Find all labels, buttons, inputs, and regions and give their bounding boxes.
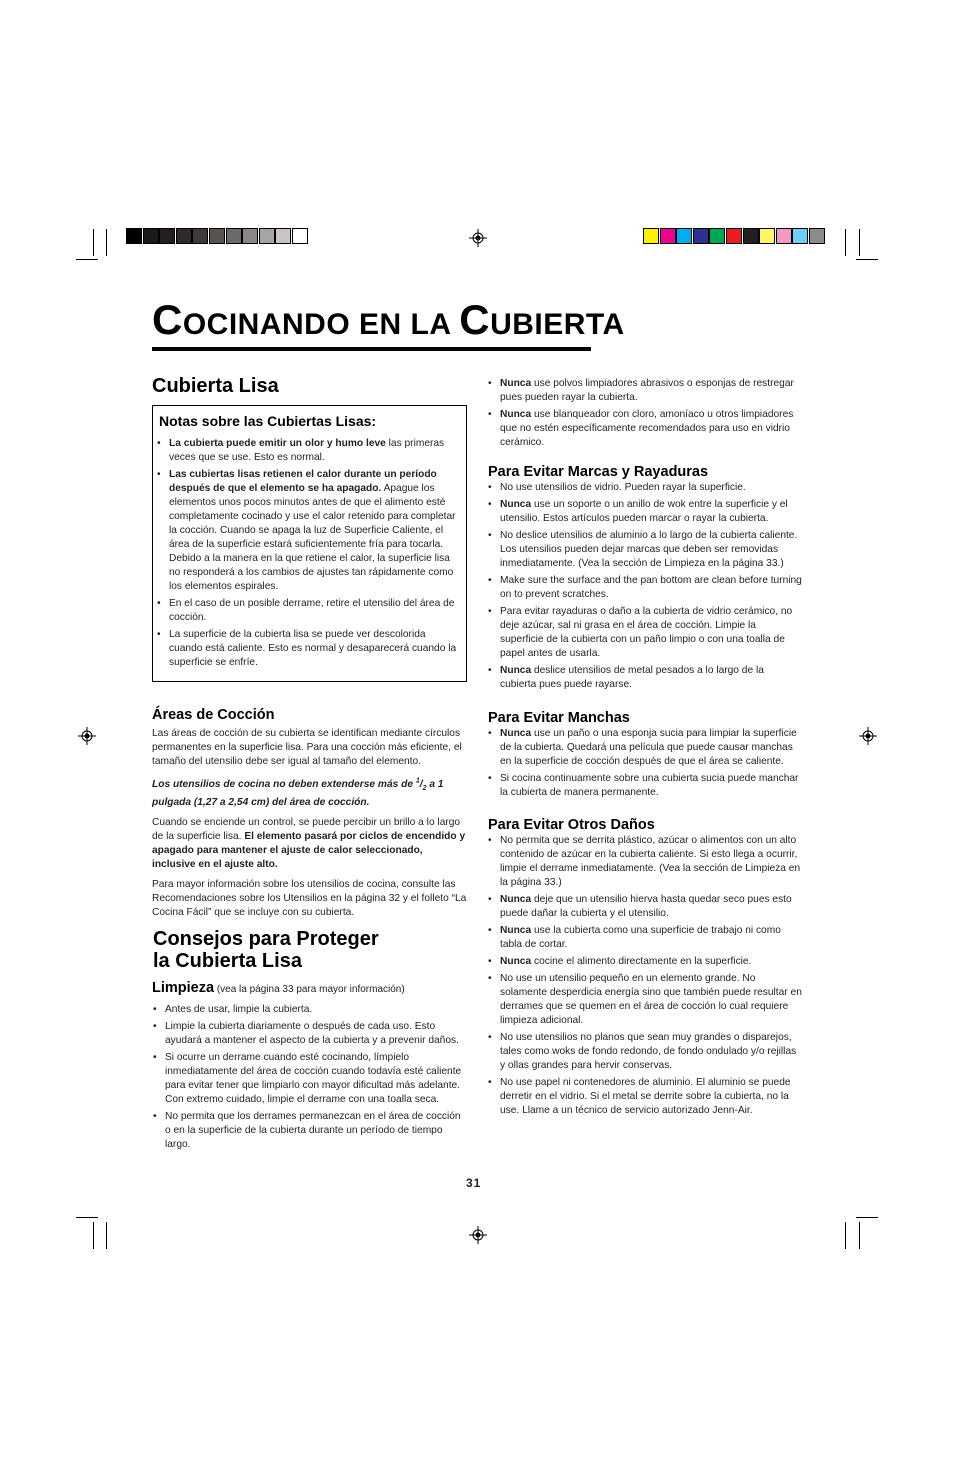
color-swatch (709, 228, 725, 244)
marcas-heading: Para Evitar Marcas y Rayaduras (488, 464, 709, 480)
areas-paragraph: Cuando se enciende un control, se puede percibir un brillo a lo largo de la superficie lisa. El elemento pasará por ciclos de encendido y apagado para mantener el ajuste de calor seleccionado, inclusive en el ajuste alto. (152, 817, 466, 871)
list-item: • No use un utensilio pequeño en un elemento grande. No solamente desperdicia energía sino que también puede resultar en derrames que se quemen en el área de cocción lo cual requiere limpieza adicional. (488, 973, 802, 1026)
list-item: • En el caso de un posible derrame, retire el utensilio del área de cocción. (157, 598, 455, 623)
page-title: COCINANDO EN LA CUBIERTA (152, 296, 625, 343)
crop-mark (93, 229, 94, 256)
color-swatch (726, 228, 742, 244)
crop-mark (76, 259, 98, 260)
color-swatch (776, 228, 792, 244)
crop-mark (859, 229, 860, 256)
danos-list (484, 834, 802, 1121)
crop-mark (859, 1222, 860, 1249)
crop-mark (106, 1222, 107, 1249)
areas-paragraph: Para mayor información sobre los utensilios de cocina, consulte las Recomendaciones sobre los Utensilios en la página 32 y el folleto “La Cocina Fácil” que se incluye con su cubierta. (152, 879, 467, 919)
list-item: • No use utensilios de vidrio. Pueden rayar la superficie. (488, 482, 746, 493)
color-swatch (693, 228, 709, 244)
crop-mark (106, 229, 107, 256)
manchas-heading: Para Evitar Manchas (488, 710, 630, 726)
list-item: • Si ocurre un derrame cuando esté cocinando, límpielo inmediatamente del área de cocción cuando todavía esté caliente para evitar tener que limpiarlo con mayor dificultad más adelante. Con extremo cuidado, limpie el derrame con una toalla seca. (153, 1052, 462, 1105)
page-number: 31 (466, 1176, 482, 1190)
list-item: • Nunca use polvos limpiadores abrasivos o esponjas de restregar pues pueden rayar la cubierta. (488, 378, 794, 403)
list-item: • Las cubiertas lisas retienen el calor durante un período después de que el elemento se ha apagado. Apague los elementos unos pocos minutos antes de que el alimento esté completamente cocinado y use el calor retenido para completar la cocción. Cuando se apaga la luz de Superficie Caliente, el área de la superficie estará suficientemente fría para tocarla. Debido a la manera en la que retiene el calor, la superficie lisa no responderá a los cambios de ajustes tan rápidamente como los elementos espirales. (157, 469, 456, 592)
list-item: • Antes de usar, limpie la cubierta. (153, 1004, 313, 1015)
crop-mark (845, 1222, 846, 1249)
areas-heading: Áreas de Cocción (152, 707, 275, 723)
color-swatch (143, 228, 159, 244)
color-swatch (809, 228, 825, 244)
section-heading-cubierta-lisa: Cubierta Lisa (152, 375, 279, 397)
list-item: • Nunca use blanqueador con cloro, amoníaco u otros limpiadores que no estén específicamente recomendados para uso en vidrio cerámico. (488, 409, 794, 448)
registration-mark-icon (469, 1226, 487, 1244)
areas-warning: Los utensilios de cocina no deben extenderse más de $^1/_2$ a 1 pulgada (1,27 a 2,54 cm) del área de cocción. (152, 778, 444, 809)
list-item: • La cubierta puede emitir un olor y humo leve las primeras veces que se use. Esto es normal. (157, 438, 445, 463)
list-item: • Para evitar rayaduras o daño a la cubierta de vidrio cerámico, no deje azúcar, sal ni grasa en el área de cocción. Limpie la superficie de la cubierta con un paño limpio o con una toalla de papel antes de usarla. (488, 606, 793, 659)
color-swatch (792, 228, 808, 244)
color-swatch (192, 228, 208, 244)
registration-mark-icon (859, 727, 877, 745)
color-swatch (643, 228, 659, 244)
danos-heading: Para Evitar Otros Daños (488, 817, 655, 833)
list-item: • Nunca deslice utensilios de metal pesados a lo largo de la cubierta pues puede rayarse. (488, 665, 764, 690)
marcas-list (484, 481, 802, 695)
areas-text (152, 727, 467, 926)
notes-list (153, 437, 461, 673)
section-heading-consejos: Consejos para Proteger la Cubierta Lisa (153, 928, 379, 972)
limpieza-heading: Limpieza (vea la página 33 para mayor información) (152, 980, 405, 996)
color-swatch (226, 228, 242, 244)
notes-heading: Notas sobre las Cubiertas Lisas: (159, 413, 377, 429)
color-swatch (676, 228, 692, 244)
color-swatch (743, 228, 759, 244)
color-swatch (126, 228, 142, 244)
manchas-list (484, 727, 802, 803)
list-item: • No deslice utensilios de aluminio a lo largo de la cubierta caliente. Los utensilios pueden dejar marcas que deben ser removidas inmediatamente. (Vea la sección de Limpieza en la página 33.) (488, 530, 798, 569)
list-item: • No permita que los derrames permanezcan en el área de cocción o en la superficie de la cubierta durante un período de tiempo largo. (153, 1111, 461, 1150)
list-item: • Nunca deje que un utensilio hierva hasta quedar seco pues esto puede dañar la cubierta y el utensilio. (488, 894, 792, 919)
crop-mark (856, 1217, 878, 1218)
color-swatch (259, 228, 275, 244)
right-top-list (484, 377, 802, 453)
list-item: • Nunca use un soporte o un anillo de wok entre la superficie y el utensilio. Estos artículos pueden marcar o rayar la cubierta. (488, 499, 788, 524)
list-item: • No permita que se derrita plástico, azúcar o alimentos con un alto contenido de azúcar en la cubierta caliente. Si esto llega a ocurrir, limpie el derrame inmediatamente. (Vea la sección de Limpieza en la página 33.) (488, 835, 801, 888)
color-swatch (275, 228, 291, 244)
list-item: • Nunca use la cubierta como una superficie de trabajo ni como tabla de cortar. (488, 925, 781, 950)
crop-mark (76, 1217, 98, 1218)
title-rule (152, 347, 591, 351)
registration-mark-icon (469, 229, 487, 247)
list-item: • Si cocina continuamente sobre una cubierta sucia puede manchar la cubierta de manera permanente. (488, 773, 799, 798)
list-item: • Nunca use un paño o una esponja sucia para limpiar la superficie de la cubierta. Quedará una película que puede causar manchas en la superficie de cocción después de que el área se caliente. (488, 728, 797, 767)
list-item: • La superficie de la cubierta lisa se puede ver descolorida cuando está caliente. Esto es normal y desaparecerá cuando la superficie se enfríe. (157, 629, 457, 668)
color-swatch (209, 228, 225, 244)
color-swatch (759, 228, 775, 244)
color-swatch (176, 228, 192, 244)
color-swatch (292, 228, 308, 244)
list-item: • Make sure the surface and the pan bottom are clean before turning on to prevent scratches. (488, 575, 802, 600)
crop-mark (856, 259, 878, 260)
crop-mark (845, 229, 846, 256)
color-swatch (242, 228, 258, 244)
color-swatch (660, 228, 676, 244)
registration-mark-icon (78, 727, 96, 745)
list-item: • No use papel ni contenedores de aluminio. El aluminio se puede derretir en el vidrio. Si el metal se derrite sobre la cubierta, no la use. Llame a un técnico de servicio autorizado Jenn-Air. (488, 1077, 791, 1116)
areas-paragraph: Las áreas de cocción de su cubierta se identifican mediante círculos permanentes en la superficie lisa. Para una cocción más eficiente, el tamaño del utensilio debe ser igual al tamaño del elemento. (152, 728, 462, 767)
list-item: • No use utensilios no planos que sean muy grandes o disparejos, tales como woks de fondo redondo, de fondo ondulado y/o rejillas y ollas grandes para hervir conservas. (488, 1032, 797, 1071)
list-item: • Limpie la cubierta diariamente o después de cada uso. Esto ayudará a mantener el aspecto de la cubierta y a prevenir daños. (153, 1021, 459, 1046)
limpieza-list (149, 1003, 467, 1155)
color-swatch (159, 228, 175, 244)
crop-mark (93, 1222, 94, 1249)
list-item: • Nunca cocine el alimento directamente en la superficie. (488, 956, 752, 967)
